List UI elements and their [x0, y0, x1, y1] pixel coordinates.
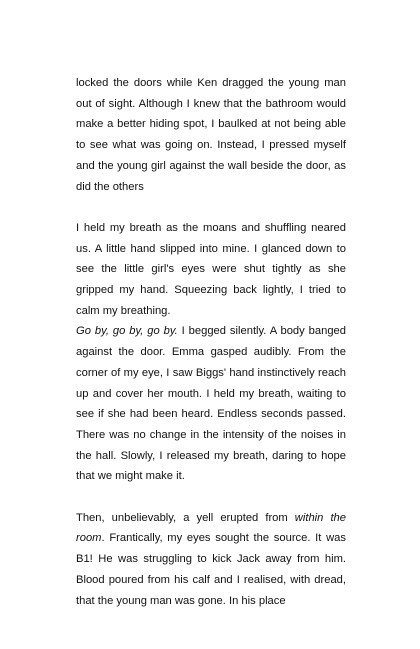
paragraph-4-text-end: . Frantically, my eyes sought the source. It was B1! He was struggling to kick Jack away from him. Blood poured from his calf and I realised, with dread, that the young man was gone. In his place	[76, 532, 346, 607]
paragraph-3-text: I begged silently. A body banged against the door. Emma gasped audibly. From the corner of my eye, I saw Biggs' hand instinctively reach up and cover her mouth. I held my breath, waiting to see if she had been heard. Endless seconds passed. There was no change in the intensity of the noises in the hall. Slowly, I released my breath, daring to hope that we might make it.	[76, 325, 346, 483]
paragraph-3-italic-thought: Go by, go by, go by.	[76, 325, 178, 338]
paragraph-4-text-start: Then, unbelievably, a yell erupted from	[76, 511, 295, 524]
paragraph-2	[76, 218, 346, 322]
body-text	[76, 73, 346, 611]
paragraph-1	[76, 73, 346, 197]
paragraph-4-italic-emphasis: within the room	[76, 511, 346, 545]
paragraph-4	[76, 508, 346, 612]
paragraph-2-text: I held my breath as the moans and shuffling neared us. A little hand slipped into mine. I glanced down to see the little girl's eyes were shut tightly as she gripped my hand. Squeezing back lightly, I tried to calm my breathing.	[76, 221, 346, 317]
paragraph-1-text: locked the doors while Ken dragged the young man out of sight. Although I knew that the bathroom would make a better hiding spot, I baulked at not being able to see what was going on. Instead, I pressed myself and the young girl against the wall beside the door, as did the others	[76, 77, 346, 193]
paragraph-3	[76, 321, 346, 487]
